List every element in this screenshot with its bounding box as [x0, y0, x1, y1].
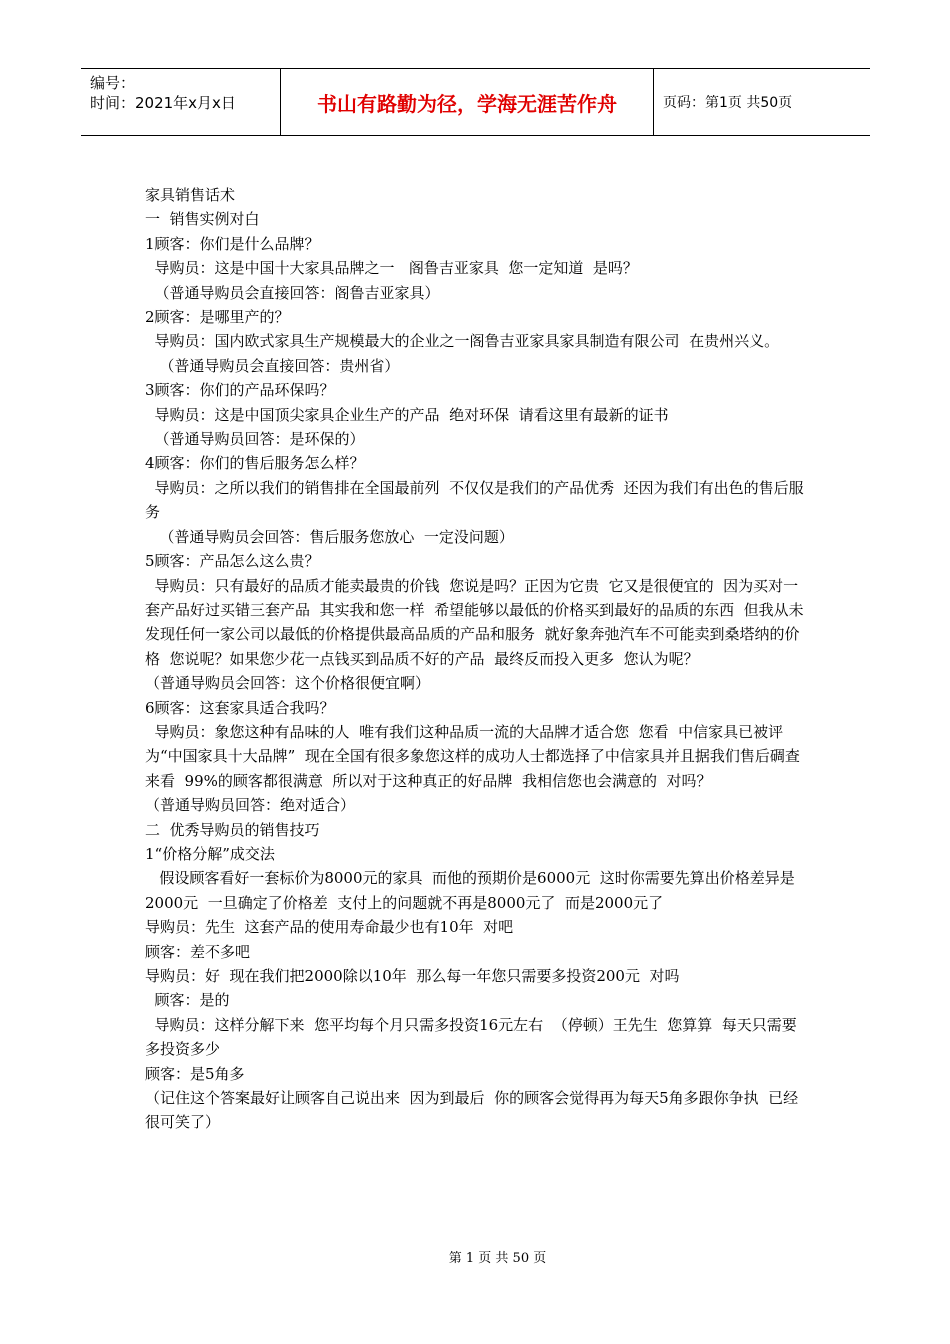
- header-motto: 书山有路勤为径，学海无涯苦作舟: [281, 69, 654, 135]
- paragraph: （普通导购员会回答：售后服务您放心 一定没问题）: [145, 527, 514, 546]
- document-body: [145, 183, 810, 1135]
- paragraph: 导购员：先生 这套产品的使用寿命最少也有10年 对吧: [145, 918, 514, 937]
- paragraph: 顾客：是5角多: [145, 1064, 245, 1083]
- paragraph: 顾客：是的: [145, 991, 230, 1010]
- paragraph: 导购员：这是中国顶尖家具企业生产的产品 绝对环保 请看这里有最新的证书: [145, 405, 669, 424]
- header-meta: [81, 69, 281, 135]
- paragraph: （普通导购员会直接回答：阁鲁吉亚家具）: [145, 283, 440, 302]
- paragraph: 导购员：好 现在我们把2000除以10年 那么每一年您只需要多投资200元 对吗: [145, 967, 680, 985]
- paragraph: 1顾客：你们是什么品牌？: [145, 234, 320, 253]
- paragraph: 2顾客：是哪里产的？: [145, 308, 290, 327]
- section-heading: 二 优秀导购员的销售技巧: [145, 820, 320, 839]
- paragraph: 6顾客：这套家具适合我吗？: [145, 698, 335, 717]
- header-page-info: 页码：第1页 共50页: [663, 95, 793, 111]
- paragraph: （普通导购员回答：绝对适合）: [145, 796, 356, 815]
- paragraph: 导购员：只有最好的品质才能卖最贵的价钱 您说是吗？正因为它贵 它又是很便宜的 因为买对一套产品好过买错三套产品 其实我和您一样 希望能够以最低的价格买到最好的品质的东西 但我从未发现任何一家公司以最低的价格提供最高品质的产品和服务 就好象奔弛汽车不可能卖到桑塔纳的价格 您说呢？如果您少花一点钱买到品质不好的产品 最终反而投入更多 您认为呢？: [145, 576, 804, 668]
- paragraph: （普通导购员会回答：这个价格很便宜啊）: [145, 674, 431, 693]
- paragraph: 5顾客：产品怎么这么贵？: [145, 552, 320, 571]
- page-header: [81, 68, 870, 136]
- paragraph: 导购员：这是中国十大家具品牌之一 阁鲁吉亚家具 您一定知道 是吗？: [145, 259, 638, 278]
- paragraph: （普通导购员回答：是环保的）: [145, 430, 365, 449]
- paragraph: 导购员：之所以我们的销售排在全国最前列 不仅仅是我们的产品优秀 还因为我们有出色的售后服务: [145, 478, 804, 522]
- document-time-label: 时间：2021年x月x日: [90, 94, 236, 112]
- document-title: 家具销售话术: [145, 186, 236, 204]
- section-heading: 一 销售实例对白: [145, 210, 260, 229]
- paragraph: 假设顾客看好一套标价为8000元的家具 而他的预期价是6000元 这时你需要先算出价格差异是2000元 一旦确定了价格差 支付上的问题就不再是8000元了 而是2000元了: [145, 869, 795, 912]
- paragraph: （记住这个答案最好让顾客自己说出来 因为到最后 你的顾客会觉得再为每天5角多跟你争执 已经很可笑了）: [145, 1089, 799, 1132]
- paragraph: 顾客：差不多吧: [145, 942, 251, 961]
- paragraph: 1“价格分解”成交法: [145, 844, 275, 863]
- paragraph: 导购员：这样分解下来 您平均每个月只需多投资16元左右 （停顿）王先生 您算算 每天只需要多投资多少: [145, 1015, 797, 1059]
- paragraph: （普通导购员会直接回答：贵州省）: [145, 356, 400, 375]
- paragraph: 导购员：国内欧式家具生产规模最大的企业之一阁鲁吉亚家具家具制造有限公司 在贵州兴义。: [145, 332, 780, 351]
- page-footer: 第 1 页 共 50 页: [448, 1251, 547, 1266]
- paragraph: 4顾客：你们的售后服务怎么样？: [145, 454, 365, 473]
- paragraph: 导购员：象您这种有品味的人 唯有我们这种品质一流的大品牌才适合您 您看 中信家具已被评为“中国家具十大品牌” 现在全国有很多象您这样的成功人士都选择了中信家具并且据我们售后碉查来看 99%的顾客都很满意 所以对于这种真正的好品牌 我相信您也会满意的 对吗？: [145, 722, 800, 790]
- document-number-label: 编号：: [90, 74, 136, 92]
- paragraph: 3顾客：你们的产品环保吗？: [145, 381, 335, 400]
